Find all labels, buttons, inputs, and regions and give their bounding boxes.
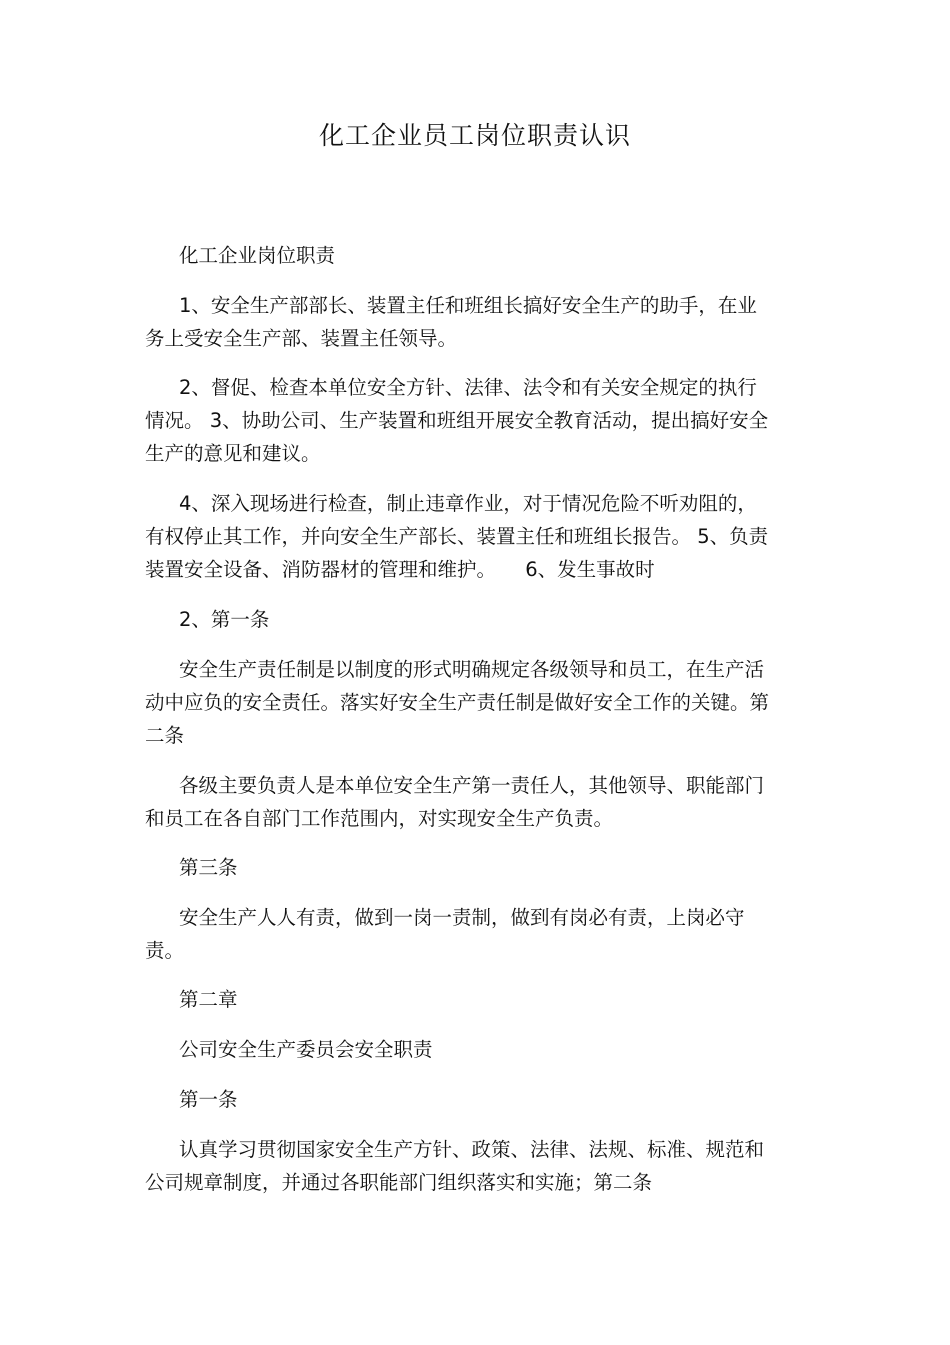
paragraph-body: 安全生产责任制是以制度的形式明确规定各级领导和员工，在生产活动中应负的安全责任。落实好安全生产责任制是做好安全工作的关键。第二条 xyxy=(145,658,770,747)
paragraph-item-4-6: 4、深入现场进行检查，制止违章作业，对于情况危险不听劝阻的，有权停止其工作，并向安全生产部长、装置主任和班组长报告。 5、负责装置安全设备、消防器材的管理和维护。 6、发生事故时 xyxy=(145,492,769,581)
paragraph-chapter-heading: 第二章 xyxy=(179,988,238,1011)
paragraph-section-heading: 化工企业岗位职责 xyxy=(179,244,336,267)
paragraph-section-heading: 公司安全生产委员会安全职责 xyxy=(179,1038,433,1061)
paragraph-article-heading: 第一条 xyxy=(179,1088,238,1111)
paragraph-article-heading: 2、第一条 xyxy=(179,608,270,631)
document-title: 化工企业员工岗位职责认识 xyxy=(318,121,631,150)
paragraph-item-2-3: 2、督促、检查本单位安全方针、法律、法令和有关安全规定的执行情况。 3、协助公司、生产装置和班组开展安全教育活动，提出搞好安全生产的意见和建议。 xyxy=(145,376,769,465)
paragraph-body: 安全生产人人有责，做到一岗一责制，做到有岗必有责，上岗必守责。 xyxy=(145,906,745,962)
paragraph-item-1: 1、安全生产部部长、装置主任和班组长搞好安全生产的助手，在业务上受安全生产部、装置主任领导。 xyxy=(145,294,757,350)
paragraph-article-heading: 第三条 xyxy=(179,856,238,879)
paragraph-body: 认真学习贯彻国家安全生产方针、政策、法律、法规、标准、规范和公司规章制度，并通过各职能部门组织落实和实施；第二条 xyxy=(145,1138,765,1194)
paragraph-body: 各级主要负责人是本单位安全生产第一责任人，其他领导、职能部门和员工在各自部门工作范围内，对实现安全生产负责。 xyxy=(145,774,765,830)
